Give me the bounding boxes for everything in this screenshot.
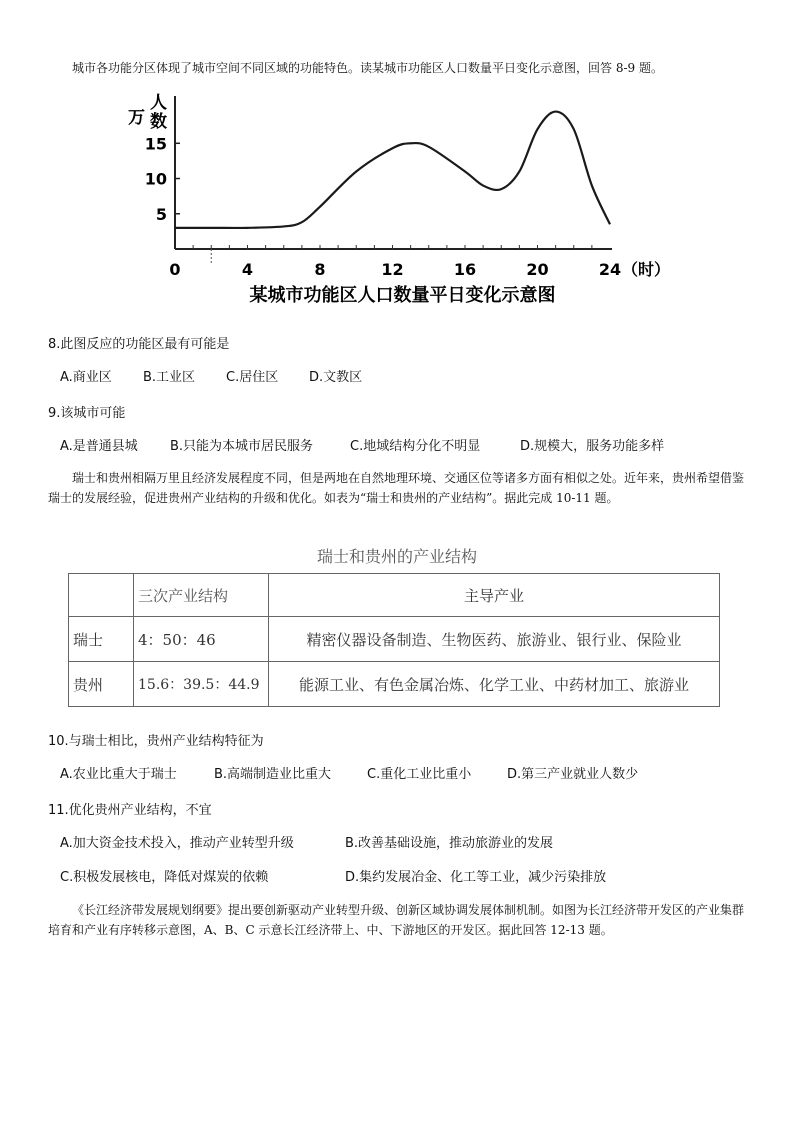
x-tick-label: 16 bbox=[453, 260, 477, 279]
y-axis-label: 数 bbox=[150, 112, 167, 132]
x-tick-label: 24 bbox=[598, 260, 622, 279]
q10-option-d: D.第三产业就业人数少 bbox=[507, 767, 639, 782]
q11-option-b: B.改善基础设施，推动旅游业的发展 bbox=[345, 836, 554, 851]
chart-title: 某城市功能区人口数量平日变化示意图 bbox=[249, 285, 556, 306]
table-cell: 能源工业、有色金属冶炼、化学工业、中药材加工、旅游业 bbox=[269, 662, 720, 707]
x-tick-label: 20 bbox=[526, 260, 549, 279]
q11-option-a: A.加大资金技术投入，推动产业转型升级 bbox=[60, 836, 294, 851]
q9-option-b: B.只能为本城市居民服务 bbox=[170, 439, 314, 454]
x-tick-label: 8 bbox=[314, 260, 326, 279]
table-header-row bbox=[69, 574, 720, 617]
q11-option-c: C.积极发展核电，降低对煤炭的依赖 bbox=[60, 870, 269, 885]
population-chart bbox=[120, 86, 680, 318]
table-header-cell bbox=[69, 574, 134, 617]
question-8-stem: 8.此图反应的功能区最有可能是 bbox=[48, 337, 230, 352]
table-row bbox=[69, 617, 720, 662]
q9-option-a: A.是普通县城 bbox=[60, 439, 138, 454]
table-cell: 精密仪器设备制造、生物医药、旅游业、银行业、保险业 bbox=[269, 617, 720, 662]
population-line bbox=[175, 112, 610, 228]
intro-paragraph-2: 瑞士和贵州相隔万里且经济发展程度不同，但是两地在自然地理环境、交通区位等诸多方面有相似之处。近年来，贵州希望借鉴瑞士的发展经验，促进贵州产业结构的升级和优化。如表为“瑞士和贵州的产业结构”。据此完成 10-11 题。 bbox=[48, 471, 745, 505]
q11-option-d: D.集约发展冶金、化工等工业，减少污染排放 bbox=[345, 870, 607, 885]
table-title: 瑞士和贵州的产业结构 bbox=[316, 547, 477, 566]
q9-option-d: D.规模大，服务功能多样 bbox=[520, 439, 665, 454]
question-9-stem: 9.该城市可能 bbox=[48, 406, 126, 421]
table-cell: 4：50：46 bbox=[134, 617, 269, 662]
y-tick-label: 5 bbox=[155, 204, 167, 224]
x-tick-label: 12 bbox=[381, 260, 404, 279]
x-tick-label: 4 bbox=[241, 260, 254, 279]
q10-option-c: C.重化工业比重小 bbox=[367, 767, 472, 782]
table-header-cell: 主导产业 bbox=[269, 574, 720, 617]
table-cell: 15.6：39.5：44.9 bbox=[134, 662, 269, 707]
y-tick-label: 10 bbox=[144, 169, 167, 189]
q8-option-d: D.文教区 bbox=[309, 370, 363, 385]
q9-option-c: C.地域结构分化不明显 bbox=[350, 439, 481, 454]
y-tick-label: 15 bbox=[144, 134, 167, 154]
table-header-cell: 三次产业结构 bbox=[134, 574, 269, 617]
q8-option-a: A.商业区 bbox=[60, 370, 112, 385]
y-unit-label: 万 bbox=[128, 108, 145, 128]
table-cell: 瑞士 bbox=[69, 617, 134, 662]
q8-option-b: B.工业区 bbox=[143, 370, 196, 385]
x-unit-label: （时） bbox=[622, 260, 671, 279]
table-row bbox=[69, 662, 720, 707]
intro-paragraph-3: 《长江经济带发展规划纲要》提出要创新驱动产业转型升级、创新区域协调发展体制机制。如图为长江经济带开发区的产业集群培育和产业有序转移示意图，A、B、C 示意长江经济带上、中、下游地区的开发区。据此回答 12-13 题。 bbox=[48, 903, 745, 937]
question-10-stem: 10.与瑞士相比，贵州产业结构特征为 bbox=[48, 734, 264, 749]
q8-option-c: C.居住区 bbox=[226, 370, 279, 385]
y-axis-label: 人 bbox=[150, 93, 167, 113]
question-11-stem: 11.优化贵州产业结构，不宜 bbox=[48, 803, 212, 818]
industry-table bbox=[68, 573, 720, 707]
q10-option-a: A.农业比重大于瑞士 bbox=[60, 767, 177, 782]
q10-option-b: B.高端制造业比重大 bbox=[214, 767, 332, 782]
x-tick-label: 0 bbox=[169, 260, 181, 279]
table-cell: 贵州 bbox=[69, 662, 134, 707]
intro-paragraph-1: 城市各功能分区体现了城市空间不同区域的功能特色。读某城市功能区人口数量平日变化示意图，回答 8-9 题。 bbox=[72, 61, 663, 75]
